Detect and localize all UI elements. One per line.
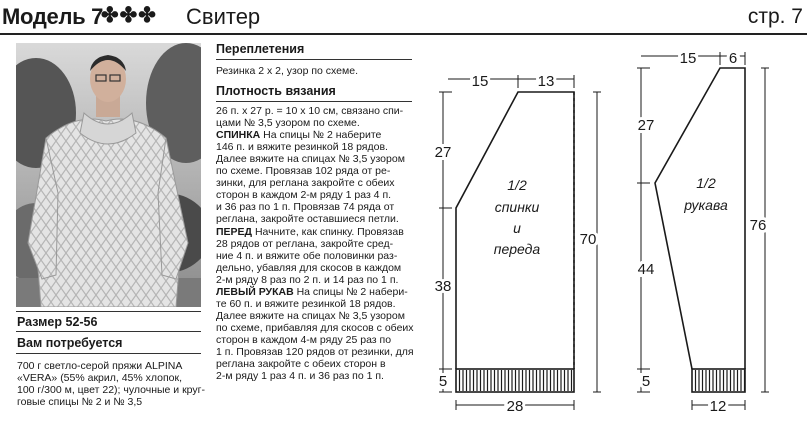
need-line: говые спицы № 2 и № 3,5 [17, 396, 143, 408]
instruction-line: и 36 раз по 1 п. Провязав 74 ряда от [216, 201, 395, 214]
body-raglan-height: 27 [434, 144, 452, 161]
density-rule [216, 101, 412, 102]
page-header [0, 0, 807, 36]
sleeve-raglan-height: 27 [637, 117, 655, 134]
instruction-line: 2-м ряду 8 раз по 2 п. и 14 раз по 1 п. [216, 273, 399, 286]
instruction-line: ние 4 п. и вяжите обе половинки раз- [216, 249, 398, 262]
body-total-height: 70 [579, 231, 597, 248]
sleeve-piece-label: 1/2 [696, 175, 716, 191]
body-top-left-dim: 15 [471, 73, 489, 90]
body-piece-label: 1/2 [507, 177, 527, 193]
instruction-line: ЛЕВЫЙ РУКАВ На спицы № 2 набери- [216, 285, 408, 298]
header-rule [0, 33, 807, 35]
instruction-line: 28 рядов от реглана, закройте сред- [216, 237, 394, 250]
body-piece-label: переда [493, 241, 541, 257]
sleeve-top-right-dim: 6 [728, 50, 738, 67]
sleeve-rib-height: 5 [641, 373, 651, 390]
instruction-line: сторон в каждом 4-м ряду 25 раз по [216, 333, 392, 346]
instruction-line: реглана закройте с обеих сторон в [216, 358, 386, 371]
instruction-line: 26 п. x 27 р. = 10 x 10 см, связано спи- [216, 105, 404, 117]
weave-heading: Переплетения [216, 42, 305, 56]
instruction-line: Далее вяжите на спицах № 3,5 узором [216, 309, 405, 322]
need-underline [16, 353, 201, 354]
body-outline [456, 92, 574, 369]
instruction-line: 2-м ряду 1 раз 4 п. и 36 раз по 1 п. [216, 370, 384, 383]
need-rule [16, 331, 201, 332]
density-heading: Плотность вязания [216, 84, 336, 98]
body-bottom-width: 28 [506, 398, 524, 415]
body-top-right-dim: 13 [537, 73, 555, 90]
need-line: 100 г/300 м, цвет 22); чулочные и круг- [17, 384, 205, 396]
instruction-line: сторон в каждом 2-м ряду 1 раз 4 п. [216, 189, 392, 202]
instruction-line: 146 п. и вяжите резинкой 18 рядов. [216, 141, 388, 154]
sleeve-body-height: 44 [637, 261, 655, 278]
difficulty-stars-icon: ✤✤✤ [101, 4, 157, 27]
section-lead: СПИНКА [216, 129, 261, 142]
body-ribbing [456, 369, 574, 392]
body-side-height: 38 [434, 278, 452, 295]
body-piece-label: спинки [494, 199, 540, 215]
need-heading: Вам потребуется [17, 336, 123, 350]
instruction-line: те 60 п. и вяжите резинкой 18 рядов. [216, 297, 396, 310]
sleeve-piece-label: рукава [684, 197, 728, 213]
page-number: стр. 7 [747, 5, 803, 28]
instruction-line: по схеме. Провязав 102 ряда от ре- [216, 165, 391, 178]
need-line: «VERA» (55% акрил, 45% хлопок, [17, 372, 183, 384]
instruction-line: реглана, закройте оставшиеся петли. [216, 213, 399, 226]
instruction-line: по схеме, прибавляя для скосов с обеих [216, 321, 414, 334]
instruction-line: ПЕРЕД Начните, как спинку. Провязав [216, 225, 404, 238]
instruction-line: зинки, для реглана закройте с обеих [216, 177, 395, 190]
body-rib-height: 5 [438, 373, 448, 390]
weave-text: Резинка 2 x 2, узор по схеме. [216, 65, 358, 77]
size-heading: Размер 52-56 [17, 315, 98, 329]
instruction-line: цами № 3,5 узором по схеме. [216, 117, 360, 130]
body-piece-label: и [513, 220, 521, 236]
section-lead: ПЕРЕД [216, 225, 253, 238]
instruction-line: дельно, убавляя для скосов в каждом [216, 261, 402, 274]
sleeve-total-height: 76 [749, 217, 767, 234]
instruction-line: 1 п. Провязав 120 рядов от резинки, для [216, 346, 414, 358]
instruction-line: Далее вяжите на спицах № 3,5 узором [216, 153, 405, 166]
garment-title: Свитер [186, 4, 261, 29]
weave-rule [216, 59, 412, 60]
model-title: Модель 7 [2, 4, 104, 29]
sleeve-outline [655, 68, 745, 369]
instruction-line: СПИНКА На спицы № 2 наберите [216, 129, 382, 142]
sleeve-top-left-dim: 15 [679, 50, 697, 67]
sleeve-ribbing [692, 369, 745, 392]
sleeve-bottom-width: 12 [709, 398, 727, 415]
model-photo [16, 43, 201, 307]
need-line: 700 г светло-серой пряжи ALPINA [17, 360, 183, 372]
size-rule [16, 311, 201, 312]
section-lead: ЛЕВЫЙ РУКАВ [216, 285, 294, 298]
